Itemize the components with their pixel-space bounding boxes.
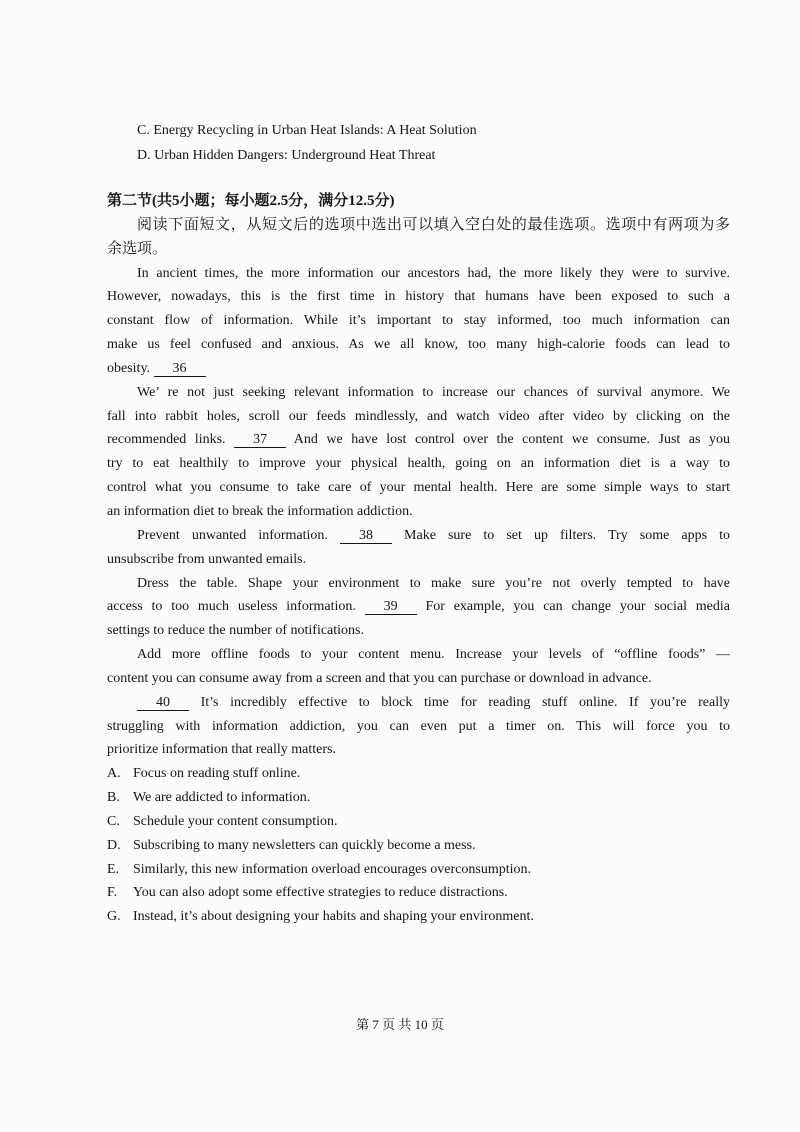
line-text: access to too much useless information. <box>107 599 365 615</box>
option-c <box>107 810 730 834</box>
option-letter: A. <box>107 766 121 782</box>
passage-line: settings to reduce the number of notifications. <box>107 623 364 639</box>
option-d: D. Urban Hidden Dangers: Underground Heat Threat <box>137 148 436 163</box>
passage-line <box>107 595 730 619</box>
passage-line: prioritize information that really matters. <box>107 742 336 758</box>
line-text: Prevent unwanted information. <box>137 527 340 543</box>
instruction-line: 阅读下面短文，从短文后的选项中选出可以填入空白处的最佳选项。选项中有两项为多 <box>137 216 730 233</box>
passage-line: Add more offline foods to your content menu. Increase your levels of “offline foods” — <box>137 647 730 663</box>
passage-line: content you can consume away from a screen and that you can purchase or download in advance. <box>107 670 652 686</box>
passage-line: make us feel confused and anxious. As we all know, too many high-calorie foods can lead to <box>107 337 730 353</box>
passage-line: struggling with information addiction, you can even put a timer on. This will force you to <box>107 718 730 734</box>
option-e <box>107 858 730 882</box>
line-text: It’s incredibly effective to block time for reading stuff online. If you’re really <box>189 694 730 710</box>
option-a <box>107 762 730 786</box>
option-text: You can also adopt some effective strategies to reduce distractions. <box>133 885 508 901</box>
passage-line <box>107 691 730 715</box>
option-text: Similarly, this new information overload encourages overconsumption. <box>133 861 532 877</box>
option-text: Focus on reading stuff online. <box>133 766 301 782</box>
option-text: Subscribing to many newsletters can quickly become a mess. <box>133 837 476 853</box>
passage-line <box>107 428 730 452</box>
blank-37: 37 <box>234 432 286 448</box>
blank-39: 39 <box>365 599 417 615</box>
passage-line: fall into rabbit holes, scroll our feeds mindlessly, and watch video after video by clicking on the <box>107 408 730 424</box>
line-text: And we have lost control over the content we consume. Just as you <box>286 432 730 448</box>
option-letter: F. <box>107 885 118 901</box>
option-c: C. Energy Recycling in Urban Heat Islands: A Heat Solution <box>137 123 477 138</box>
line-text: recommended links. <box>107 432 235 448</box>
instruction-line: 余选项。 <box>107 240 168 257</box>
blank-40: 40 <box>137 695 189 711</box>
passage-line <box>107 524 730 548</box>
option-g <box>107 905 730 929</box>
option-letter: E. <box>107 861 120 877</box>
line-text: Make sure to set up filters. Try some apps to <box>391 527 730 543</box>
passage-line: unsubscribe from unwanted emails. <box>107 551 307 567</box>
blank-38: 38 <box>340 528 392 544</box>
line-text: For example, you can change your social media <box>416 599 730 615</box>
passage-line: control what you consume to take care of your mental health. Here are some simple ways to start <box>107 480 730 496</box>
passage-line <box>107 357 730 381</box>
section-two <box>107 190 730 929</box>
option-letter: C. <box>107 813 120 829</box>
page-number: 第 7 页 共 10 页 <box>356 1017 444 1032</box>
option-f <box>107 881 730 905</box>
passage-line: Dress the table. Shape your environment to make sure you’re not overly tempted to have <box>137 575 730 591</box>
option-text: We are addicted to information. <box>133 790 311 806</box>
option-d <box>107 834 730 858</box>
option-letter: D. <box>107 837 121 853</box>
option-text: Schedule your content consumption. <box>133 813 338 829</box>
option-letter: G. <box>107 909 121 925</box>
section-heading: 第二节(共5小题；每小题2.5分，满分12.5分) <box>107 193 395 209</box>
passage-line: an information diet to break the information addiction. <box>107 503 413 519</box>
option-b <box>107 786 730 810</box>
blank-36: 36 <box>154 361 206 377</box>
option-text: Instead, it’s about designing your habits and shaping your environment. <box>133 909 534 925</box>
passage-line: In ancient times, the more information our ancestors had, the more likely they were to survive. <box>137 265 730 281</box>
passage-line: We’ re not just seeking relevant information to increase our chances of survival anymore. We <box>137 384 730 400</box>
passage-line: constant flow of information. While it’s important to stay informed, too much information can <box>107 313 730 329</box>
passage-line: try to eat healthily to improve your physical health, going on an information diet is a way to <box>107 456 730 472</box>
option-letter: B. <box>107 790 120 806</box>
previous-question-options <box>137 118 697 168</box>
passage-line: However, nowadays, this is the first time in history that humans have been exposed to such a <box>107 289 730 305</box>
line-text: obesity. <box>107 360 154 376</box>
